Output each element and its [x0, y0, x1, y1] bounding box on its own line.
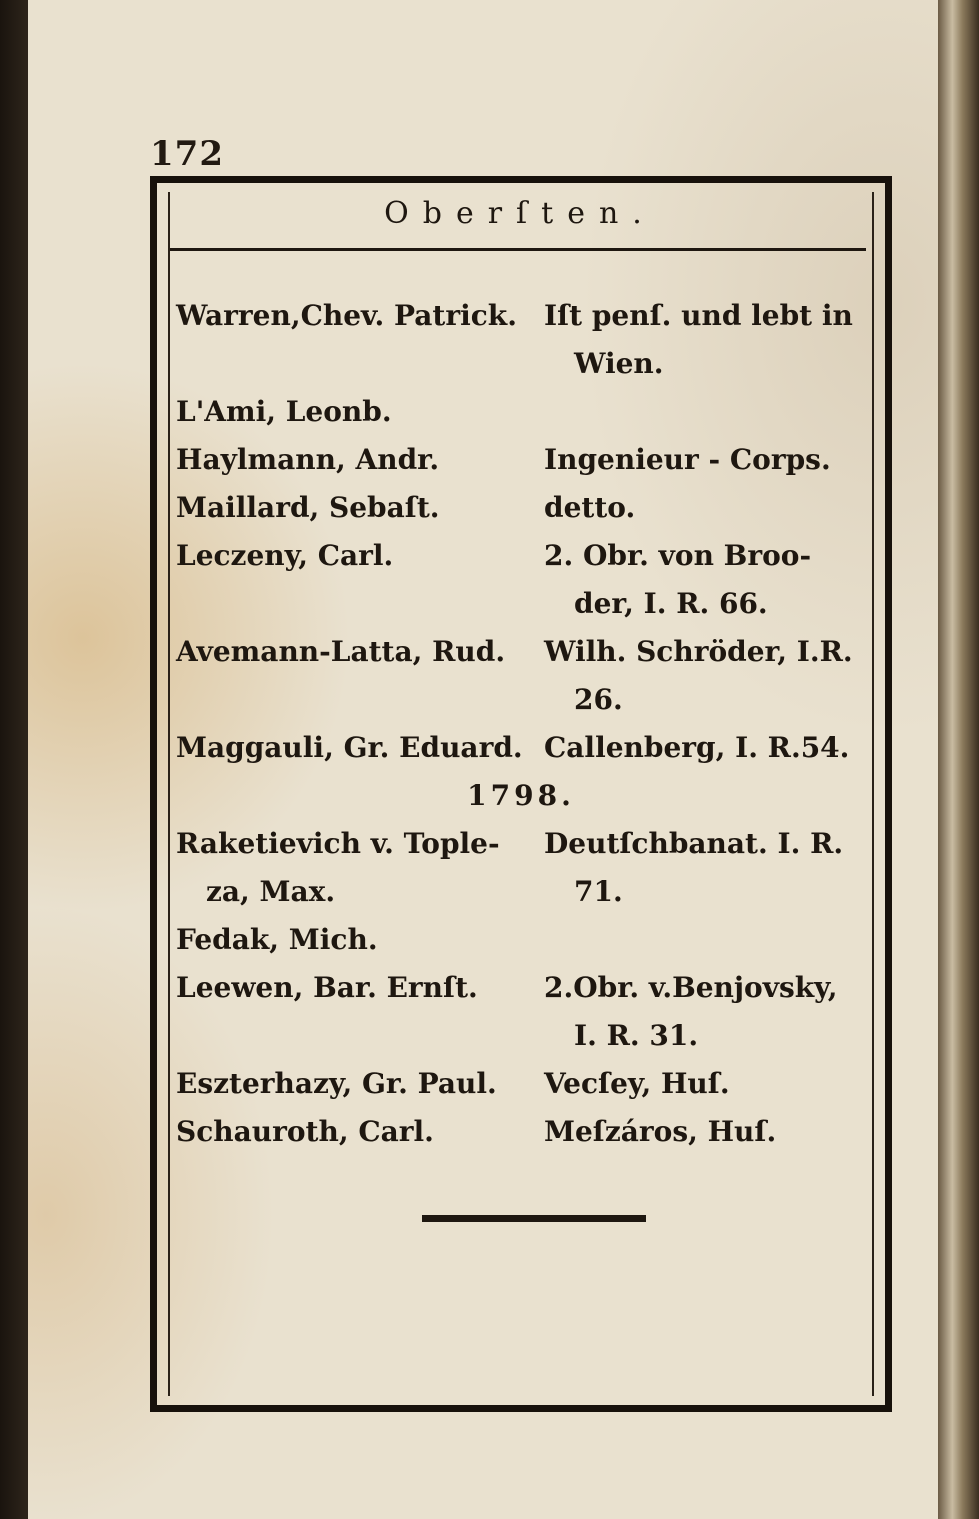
name-line: Raketievich v. Tople- — [176, 827, 500, 860]
officer-note — [544, 1060, 866, 1108]
note-line: Callenberg, I. R.54. — [544, 731, 850, 764]
name-line — [176, 340, 544, 388]
name-line — [176, 676, 544, 724]
name-line: za, Max. — [206, 875, 336, 908]
list-item — [176, 1060, 866, 1108]
list-item — [176, 1108, 866, 1156]
note-line: Wien. — [574, 347, 664, 380]
list-item — [176, 484, 866, 532]
note-line: I. R. 31. — [574, 1019, 699, 1052]
officer-note — [544, 820, 866, 916]
note-line: 2.Obr. v.Benjovsky, — [544, 971, 838, 1004]
entries-before-1798 — [176, 292, 866, 772]
note-line: Wilh. Schröder, I.R. — [544, 635, 853, 668]
note-line: Meſzáros, Huſ. — [544, 1115, 777, 1148]
officer-note — [544, 724, 866, 772]
note-line — [544, 916, 866, 964]
page-number: 172 — [150, 134, 224, 174]
note-line: Ingenieur - Corps. — [544, 443, 831, 476]
list-item — [176, 820, 866, 916]
year-heading: 1798. — [467, 779, 575, 812]
note-line — [544, 388, 866, 436]
officer-note — [544, 916, 866, 964]
note-line: 2. Obr. von Broo- — [544, 539, 812, 572]
officer-list — [176, 292, 866, 1156]
note-line: detto. — [544, 491, 636, 524]
list-item — [176, 436, 866, 484]
officer-name — [176, 964, 544, 1060]
note-line: Iſt penſ. und lebt in — [544, 299, 853, 332]
name-line: L'Ami, Leonb. — [176, 395, 392, 428]
list-item — [176, 724, 866, 772]
note-line: Deutſchbanat. I. R. — [544, 827, 844, 860]
note-line: Vecſey, Huſ. — [544, 1067, 730, 1100]
name-line: Leczeny, Carl. — [176, 539, 394, 572]
officer-name — [176, 388, 544, 436]
name-line: Leewen, Bar. Ernſt. — [176, 971, 478, 1004]
note-line: 71. — [574, 875, 623, 908]
officer-note — [544, 388, 866, 436]
name-line — [176, 580, 544, 628]
closing-rule — [422, 1215, 646, 1222]
list-item — [176, 292, 866, 388]
name-line: Eszterhazy, Gr. Paul. — [176, 1067, 497, 1100]
book-gutter — [0, 0, 30, 1519]
list-item — [176, 964, 866, 1060]
heading-rule — [170, 248, 866, 251]
officer-name — [176, 916, 544, 964]
name-line: Haylmann, Andr. — [176, 443, 440, 476]
officer-name — [176, 724, 544, 772]
officer-name — [176, 820, 544, 916]
name-line: Maggauli, Gr. Eduard. — [176, 731, 523, 764]
officer-note — [544, 1108, 866, 1156]
page-edge — [938, 0, 979, 1519]
name-line: Maillard, Sebaſt. — [176, 491, 440, 524]
officer-note — [544, 436, 866, 484]
name-line: Fedak, Mich. — [176, 923, 378, 956]
officer-note — [544, 964, 866, 1060]
entries-after-1798 — [176, 820, 866, 1156]
officer-name — [176, 484, 544, 532]
officer-note — [544, 532, 866, 628]
officer-name — [176, 436, 544, 484]
officer-name — [176, 532, 544, 628]
list-item — [176, 628, 866, 724]
officer-note — [544, 484, 866, 532]
note-line: der, I. R. 66. — [574, 587, 768, 620]
officer-note — [544, 628, 866, 724]
note-line: 26. — [574, 683, 623, 716]
list-item — [176, 388, 866, 436]
name-line — [176, 1012, 544, 1060]
officer-name — [176, 628, 544, 724]
name-line: Schauroth, Carl. — [176, 1115, 434, 1148]
name-line: Avemann-Latta, Rud. — [176, 635, 506, 668]
officer-name — [176, 1108, 544, 1156]
officer-name — [176, 1060, 544, 1108]
section-heading: Oberſten. — [384, 196, 656, 231]
list-item — [176, 916, 866, 964]
name-line: Warren,Chev. Patrick. — [176, 299, 517, 332]
officer-name — [176, 292, 544, 388]
list-item — [176, 532, 866, 628]
officer-note — [544, 292, 866, 388]
